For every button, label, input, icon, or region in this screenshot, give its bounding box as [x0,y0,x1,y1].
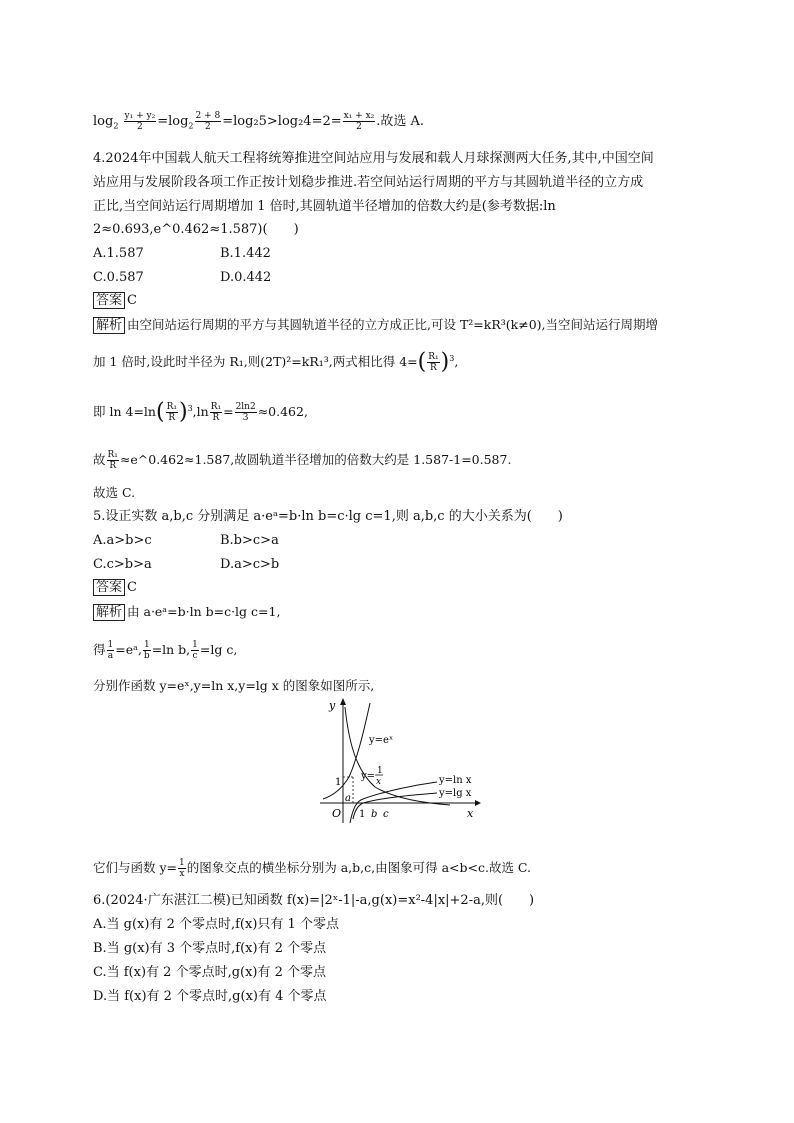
q6-option-d: D.当 f(x)有 2 个零点时,g(x)有 4 个零点 [93,989,327,1004]
q5-analysis-line3: 分别作函数 y=eˣ,y=ln x,y=lg x 的图象如图所示, [93,678,375,693]
q5-option-b: B.b>c>a [220,533,279,548]
x-axis-arrow [475,800,481,806]
q6-option-c: C.当 f(x)有 2 个零点时,g(x)有 2 个零点 [93,965,327,980]
q4-answer [93,292,137,310]
q4-analysis-line2: 加 1 倍时,设此时半径为 R₁,则(2T)²=kR₁³,两式相比得 4=( $\frac{\text{R₁}}{R}$ )$^3$, [93,349,459,375]
x-one-label: 1 [359,809,366,820]
recip-frac-num: 1 [377,766,383,776]
fraction: $\frac{\text{x₁ + x₂}}{2}$ [343,111,375,132]
q4-stem-line2: 站应用与发展阶段各项工作正按计划稳步推进.若空间站运行周期的平方与其圆轨道半径的立方成 [93,175,644,190]
q5-option-c: C.c>b>a [93,557,152,572]
y-axis-label: y [329,699,336,712]
reciprocal-curve [345,707,450,805]
log-text: log [93,114,114,129]
ln-label: y=ln x [439,775,472,786]
fraction: $\frac{2 + 8}{2}$ [195,111,221,132]
q4-stem-line1: 4.2024年中国载人航天工程将统筹推进空间站应用与发展和载人月球探测两大任务,其中,中国空间 [93,151,654,166]
fraction: $\frac{\text{y₁ + y₂}}{2}$ [124,111,156,132]
recip-label: y= [361,771,376,782]
q6-stem: 6.(2024·广东湛江二模)已知函数 f(x)=|2ˣ-1|-a,g(x)=x²-4|x|+2-a,则( ) [93,893,535,908]
answer-value: C [127,293,137,308]
q4-stem-line3: 正比,当空间站运行周期增加 1 倍时,其圆轨道半径增加的倍数大约是(参考数据:ln [93,199,556,214]
answer-label: 答案 [93,292,125,309]
y-one-label: 1 [335,777,342,788]
lg-label: y=lg x [439,788,472,799]
recip-frac-den: x [376,777,382,787]
q4-stem-line4: 2≈0.693,e^0.462≈1.587)( ) [93,222,299,237]
a-label: a [345,793,351,804]
q5-analysis-line4: 它们与函数 y= $\frac{1}{x}$ 的图象交点的横坐标分别为 a,b,c,由图象可得 a<b<c.故选 C. [93,858,532,879]
q5-analysis-line2: 得 $\frac{1}{a}$ =eᵃ, $\frac{1}{b}$ =ln b, $\frac{1}{c}$ =lg c, [93,640,238,661]
q6-option-b: B.当 g(x)有 3 个零点时,f(x)有 2 个零点 [93,941,327,956]
q4-analysis-line5: 故选 C. [93,485,136,500]
analysis-label: 解析 [93,604,125,621]
q4-analysis-line4: 故 $\frac{\text{R₁}}{R}$ ≈e^0.462≈1.587,故圆轨道半径增加的倍数大约是 1.587-1=0.587. [93,450,512,471]
analysis-label: 解析 [93,317,125,334]
q6-option-a: A.当 g(x)有 2 个零点时,f(x)只有 1 个零点 [93,917,339,932]
top-formula-line: $\log_2$ $\frac{\text{y₁ + y₂}}{2}$ $=\log_2$ $\frac{2 + 8}{2}$ =log₂5>log₂4=2= $\frac{\text{x₁ + x₂}}{2}$ .故选 A. [93,111,425,132]
q4-option-c: C.0.587 [93,270,144,285]
x-axis-label: x [467,807,474,820]
q5-option-a: A.a>b>c [93,533,152,548]
q4-analysis-line1: 解析 由空间站运行周期的平方与其圆轨道半径的立方成正比,可设 T²=kR³(k≠0),当空间站运行周期增 [93,316,658,335]
q5-option-d: D.a>c>b [220,557,280,572]
q5-stem: 5.设正实数 a,b,c 分别满足 a·eᵃ=b·ln b=c·lg c=1,则 a,b,c 的大小关系为( ) [93,509,563,524]
answer-label: 答案 [93,579,125,596]
q5-answer [93,579,137,597]
origin-label: O [332,807,342,820]
q4-option-a: A.1.587 [93,246,144,261]
b-label: b [371,809,378,820]
q4-analysis-line3: 即 ln 4=ln( $\frac{\text{R₁}}{R}$ )$^3$,ln $\frac{\text{R₁}}{R}$ = $\frac{2\ln 2}{3}$ ≈0.462, [93,399,308,425]
q4-option-b: B.1.442 [220,246,271,261]
answer-value: C [127,580,137,595]
q5-analysis-line1: 解析 由 a·eᵃ=b·ln b=c·lg c=1, [93,603,280,622]
function-graph [315,695,485,825]
c-label: c [383,809,389,820]
q4-option-d: D.0.442 [220,270,272,285]
y-axis-arrow [340,698,346,705]
lg-curve [353,793,437,819]
exp-label: y=eˣ [369,735,394,746]
